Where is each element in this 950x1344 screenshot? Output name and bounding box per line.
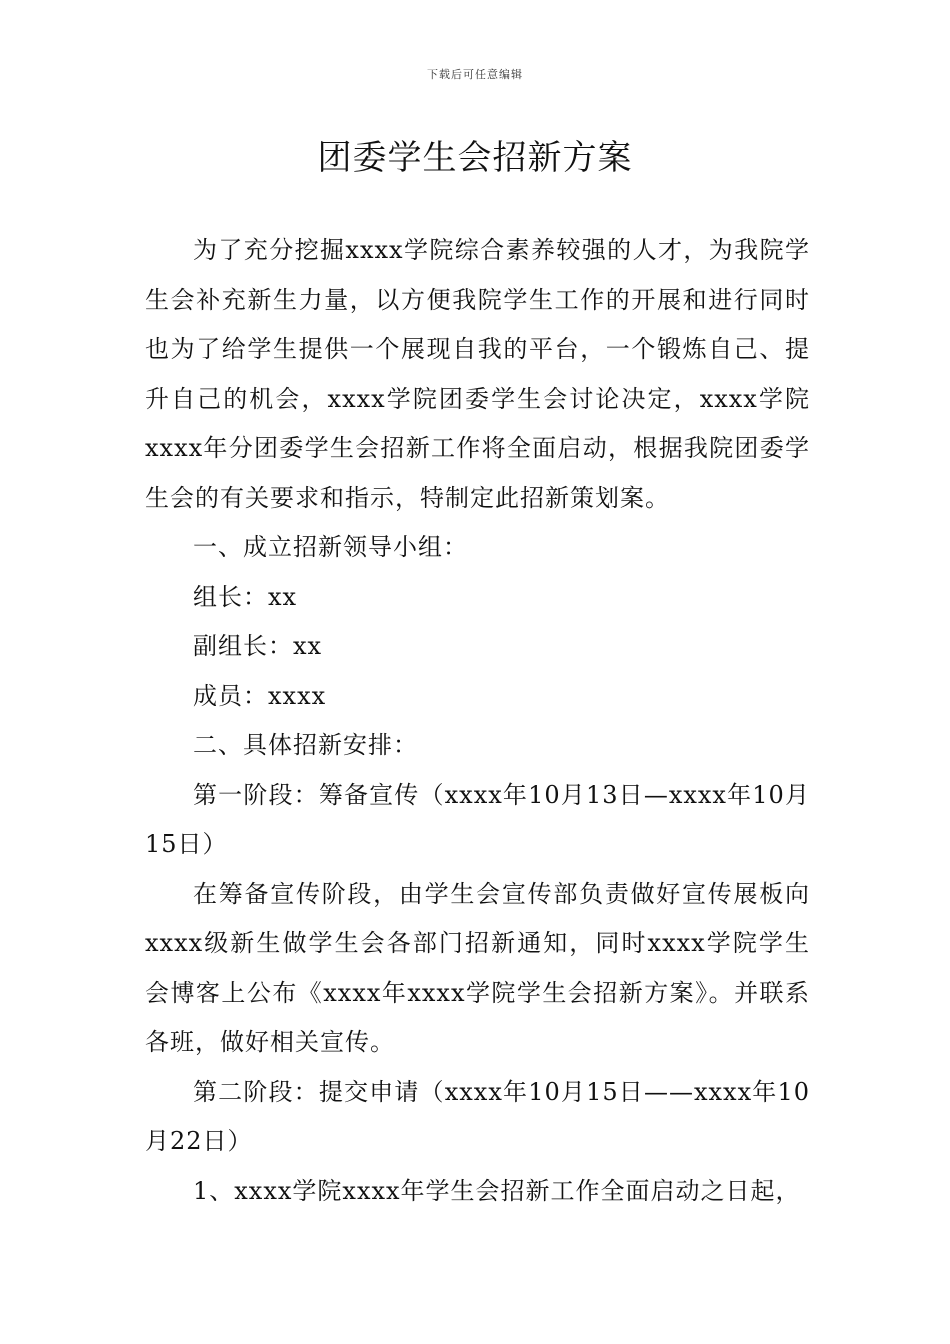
paragraph-members: 成员：xxxx bbox=[193, 681, 327, 710]
paragraph-intro: 为了充分挖掘xxxx学院综合素养较强的人才，为我院学生会补充新生力量，以方便我院学生工作的开展和进行同时也为了给学生提供一个展现自我的平台，一个锻炼自己、提升自己的机会，xxxx学院团委学生会讨论决定，xxxx学院xxxx年分团委学生会招新工作将全面启动，根据我院团委学生会的有关要求和指示，特制定此招新策划案。 bbox=[145, 236, 810, 512]
document-body bbox=[145, 226, 810, 1216]
paragraph-stage-1-body: 在筹备宣传阶段，由学生会宣传部负责做好宣传展板向xxxx级新生做学生会各部门招新通知，同时xxxx学院学生会博客上公布《xxxx年xxxx学院学生会招新方案》。并联系各班，做好相关宣传。 bbox=[145, 879, 810, 1056]
paragraph-stage-1-heading: 第一阶段：筹备宣传（xxxx年10月13日—xxxx年10月15日） bbox=[145, 780, 810, 858]
paragraph-group-leader: 组长：xx bbox=[193, 582, 298, 611]
paragraph-section-2-heading: 二、具体招新安排： bbox=[193, 731, 418, 759]
document-title: 团委学生会招新方案 bbox=[317, 138, 633, 178]
paragraph-stage-2-heading: 第二阶段：提交申请（xxxx年10月15日——xxxx年10月22日） bbox=[145, 1077, 810, 1155]
paragraph-deputy-leader: 副组长：xx bbox=[193, 632, 323, 660]
page-header-note: 下载后可任意编辑 bbox=[427, 68, 523, 81]
paragraph-section-1-heading: 一、成立招新领导小组： bbox=[193, 533, 468, 561]
paragraph-stage-2-item-1: 1、xxxx学院xxxx年学生会招新工作全面启动之日起， bbox=[193, 1176, 801, 1205]
